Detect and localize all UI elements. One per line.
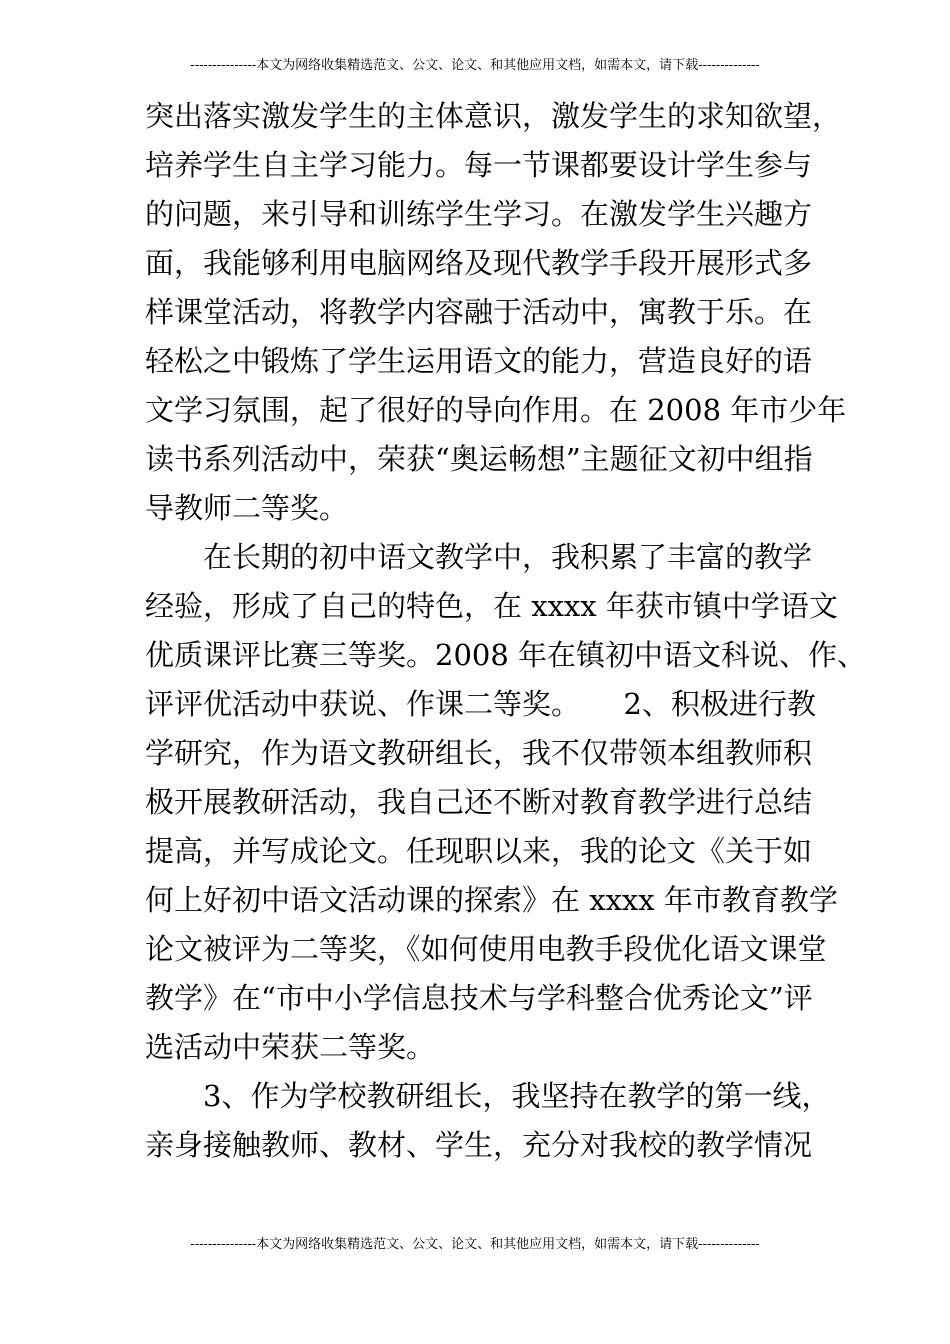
text-line: 样课堂活动，将教学内容融于活动中，寓教于乐。在	[145, 295, 813, 329]
text-line: 读书系列活动中，荣获“奥运畅想”主题征文初中组指	[145, 442, 813, 476]
text-line: 极开展教研活动，我自己还不断对教育教学进行总结	[145, 785, 813, 819]
header-banner: ---------------本文为网络收集精选范文、公文、论文、和其他应用文档，如需本文，请下载--------------	[190, 58, 760, 73]
text-line: 教学》在“市中小学信息技术与学科整合优秀论文”评	[145, 981, 813, 1015]
text-line: 文学习氛围，起了很好的导向作用。在 2008 年市少年	[145, 393, 847, 427]
text-line: 亲身接触教师、教材、学生，充分对我校的教学情况	[145, 1128, 813, 1162]
text-line: 选活动中荣获二等奖。	[145, 1030, 436, 1064]
text-line: 轻松之中锻炼了学生运用语文的能力，营造良好的语	[145, 344, 813, 378]
text-line: 何上好初中语文活动课的探索》在 xxxx 年市教育教学	[145, 883, 838, 917]
text-line: 论文被评为二等奖，《如何使用电教手段优化语文课堂	[145, 932, 827, 966]
text-line: 的问题，来引导和训练学生学习。在激发学生兴趣方	[145, 197, 813, 231]
text-line: 面，我能够利用电脑网络及现代教学手段开展形式多	[145, 246, 813, 280]
text-line: 提高，并写成论文。任现职以来，我的论文《关于如	[145, 834, 813, 868]
text-line: 培养学生自主学习能力。每一节课都要设计学生参与	[145, 148, 813, 182]
text-line: 优质课评比赛三等奖。2008 年在镇初中语文科说、作、	[145, 638, 867, 672]
paragraph-start-line: 3、作为学校教研组长，我坚持在教学的第一线，	[203, 1079, 831, 1113]
text-line: 评评优活动中获说、作课二等奖。 2、积极进行教	[145, 687, 816, 721]
text-line: 学研究，作为语文教研组长，我不仅带领本组教师积	[145, 736, 813, 770]
footer-banner: ---------------本文为网络收集精选范文、公文、论文、和其他应用文档，如需本文，请下载--------------	[190, 1237, 760, 1252]
document-body	[145, 92, 867, 1170]
text-line: 导教师二等奖。	[145, 491, 349, 525]
text-line: 经验，形成了自己的特色，在 xxxx 年获市镇中学语文	[145, 589, 838, 623]
text-line: 突出落实激发学生的主体意识，激发学生的求知欲望，	[145, 99, 842, 133]
paragraph-start-line: 在长期的初中语文教学中，我积累了丰富的教学	[203, 540, 813, 574]
